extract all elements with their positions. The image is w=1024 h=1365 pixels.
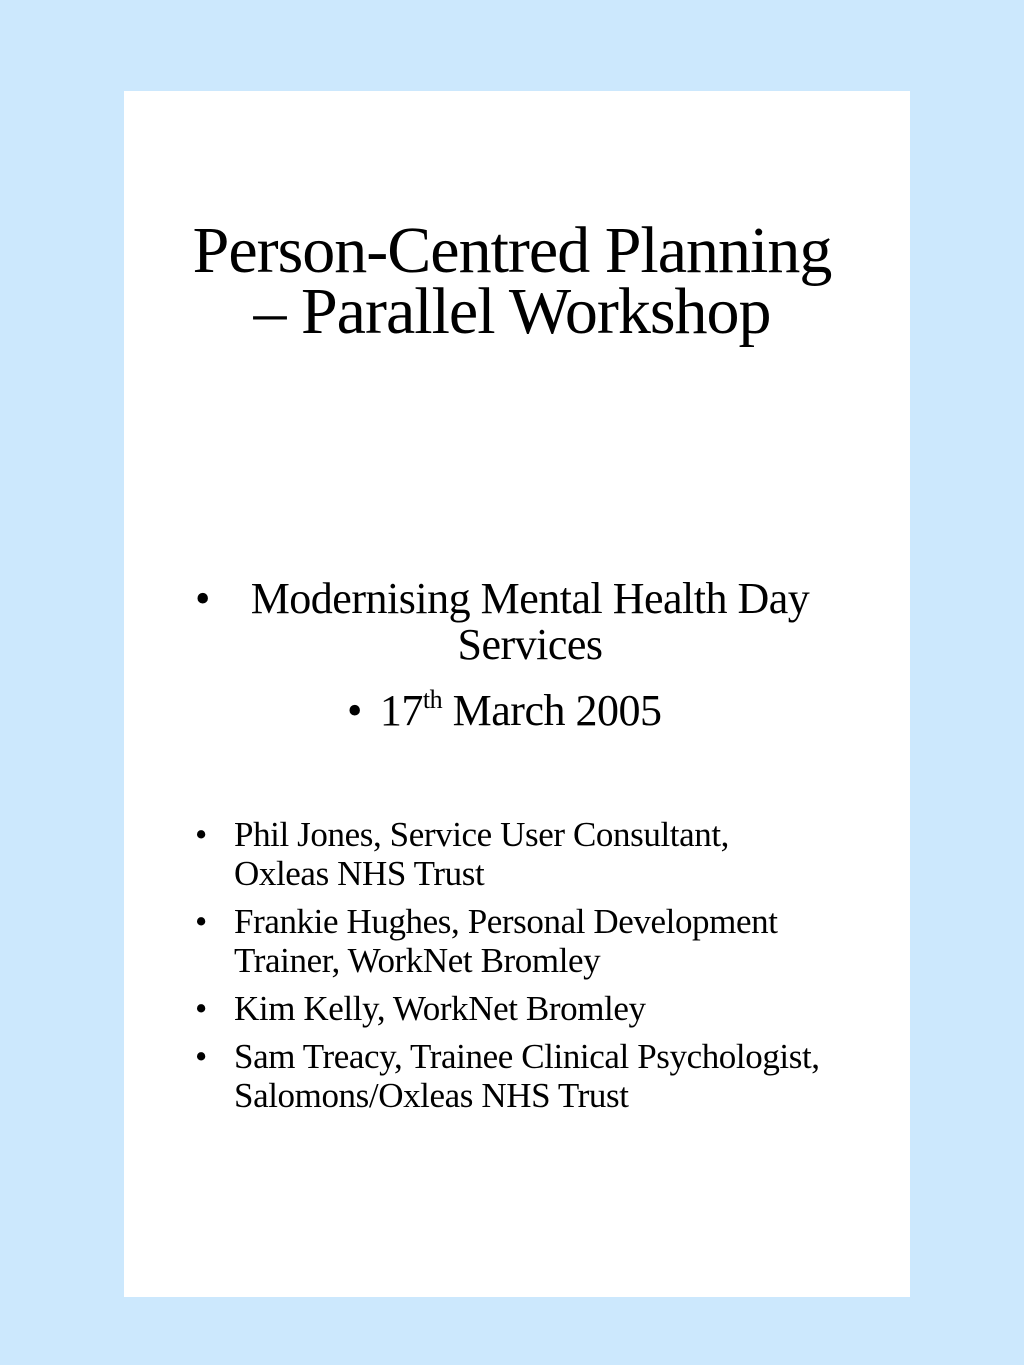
slide-title xyxy=(0,214,1024,348)
bullet-marker: • xyxy=(195,815,207,854)
presenter-line: Kim Kelly, WorkNet Bromley xyxy=(234,989,646,1028)
subtitle-line-2: Services xyxy=(457,620,603,669)
title-line-2: – Parallel Workshop xyxy=(253,275,771,348)
bullet-marker: • xyxy=(195,989,207,1028)
presenter-item xyxy=(190,989,870,1028)
date-item xyxy=(190,685,870,735)
bullet-marker: • xyxy=(195,1037,207,1076)
date-rest: March 2005 xyxy=(452,686,662,735)
bullet-marker: • xyxy=(347,686,362,735)
presenter-line: Salomons/Oxleas NHS Trust xyxy=(234,1076,629,1115)
presenter-line: Frankie Hughes, Personal Development xyxy=(234,902,778,941)
subtitle-line-1: Modernising Mental Health Day xyxy=(250,574,810,623)
subtitle-item xyxy=(190,576,870,668)
date-suffix: th xyxy=(422,685,443,714)
subtitle-list xyxy=(190,576,870,734)
presenter-item xyxy=(190,1037,870,1115)
presenter-line: Oxleas NHS Trust xyxy=(234,854,485,893)
presenter-line: Trainer, WorkNet Bromley xyxy=(234,941,601,980)
presenter-list xyxy=(190,815,870,1115)
presenter-item xyxy=(190,902,870,980)
presenter-item xyxy=(190,815,870,893)
title-line-1: Person-Centred Planning xyxy=(192,214,832,287)
bullet-marker: • xyxy=(195,902,207,941)
presenter-line: Sam Treacy, Trainee Clinical Psychologist, xyxy=(234,1037,820,1076)
date-day: 17 xyxy=(379,686,423,735)
presenter-line: Phil Jones, Service User Consultant, xyxy=(234,815,729,854)
bullet-marker: • xyxy=(195,574,210,623)
